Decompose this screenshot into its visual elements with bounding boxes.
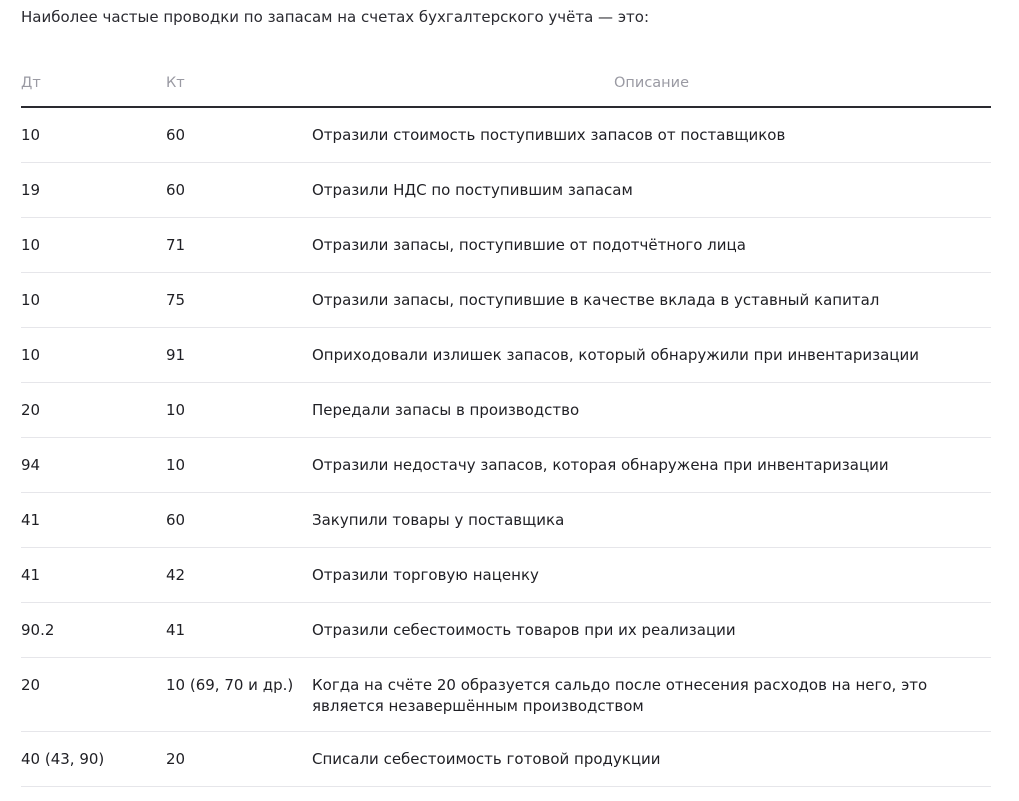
table-row (21, 218, 991, 273)
cell-description: Передали запасы в производство (312, 383, 991, 438)
cell-description: Списали себестоимость готовой продукции (312, 732, 991, 787)
cell-debit: 40 (43, 90) (21, 732, 166, 787)
table-row (21, 548, 991, 603)
cell-description: Когда на счёте 20 образуется сальдо после отнесения расходов на него, это является незавершённым производством (312, 658, 991, 732)
intro-text: Наиболее частые проводки по запасам на счетах бухгалтерского учёта — это: (21, 8, 650, 26)
table-row (21, 328, 991, 383)
cell-credit: 71 (166, 218, 312, 273)
cell-description: Отразили торговую наценку (312, 548, 991, 603)
cell-credit: 20 (166, 732, 312, 787)
cell-description: Отразили запасы, поступившие в качестве вклада в уставный капитал (312, 273, 991, 328)
table-header (21, 60, 991, 107)
table-row (21, 273, 991, 328)
table-row (21, 658, 991, 732)
cell-description: Отразили стоимость поступивших запасов от поставщиков (312, 107, 991, 163)
table-row (21, 107, 991, 163)
header-description: Описание (312, 60, 991, 107)
table-row (21, 438, 991, 493)
cell-debit: 41 (21, 548, 166, 603)
cell-debit: 20 (21, 383, 166, 438)
table-row (21, 603, 991, 658)
postings-table (21, 60, 991, 787)
cell-credit: 75 (166, 273, 312, 328)
cell-debit: 10 (21, 107, 166, 163)
table-row (21, 732, 991, 787)
cell-description: Отразили запасы, поступившие от подотчётного лица (312, 218, 991, 273)
cell-credit: 91 (166, 328, 312, 383)
cell-debit: 90.2 (21, 603, 166, 658)
cell-debit: 94 (21, 438, 166, 493)
header-credit: Кт (166, 60, 312, 107)
cell-credit: 10 (69, 70 и др.) (166, 658, 312, 732)
cell-debit: 19 (21, 163, 166, 218)
cell-credit: 42 (166, 548, 312, 603)
cell-description: Отразили себестоимость товаров при их реализации (312, 603, 991, 658)
cell-credit: 10 (166, 383, 312, 438)
table-row (21, 383, 991, 438)
cell-debit: 20 (21, 658, 166, 732)
table-header-row (21, 60, 991, 107)
cell-credit: 10 (166, 438, 312, 493)
cell-credit: 60 (166, 163, 312, 218)
table-body (21, 107, 991, 787)
header-debit: Дт (21, 60, 166, 107)
table-row (21, 163, 991, 218)
cell-description: Отразили недостачу запасов, которая обнаружена при инвентаризации (312, 438, 991, 493)
cell-description: Отразили НДС по поступившим запасам (312, 163, 991, 218)
cell-description: Оприходовали излишек запасов, который обнаружили при инвентаризации (312, 328, 991, 383)
cell-credit: 41 (166, 603, 312, 658)
cell-debit: 10 (21, 328, 166, 383)
cell-debit: 10 (21, 273, 166, 328)
cell-credit: 60 (166, 493, 312, 548)
cell-debit: 41 (21, 493, 166, 548)
cell-credit: 60 (166, 107, 312, 163)
cell-debit: 10 (21, 218, 166, 273)
table-row (21, 493, 991, 548)
cell-description: Закупили товары у поставщика (312, 493, 991, 548)
